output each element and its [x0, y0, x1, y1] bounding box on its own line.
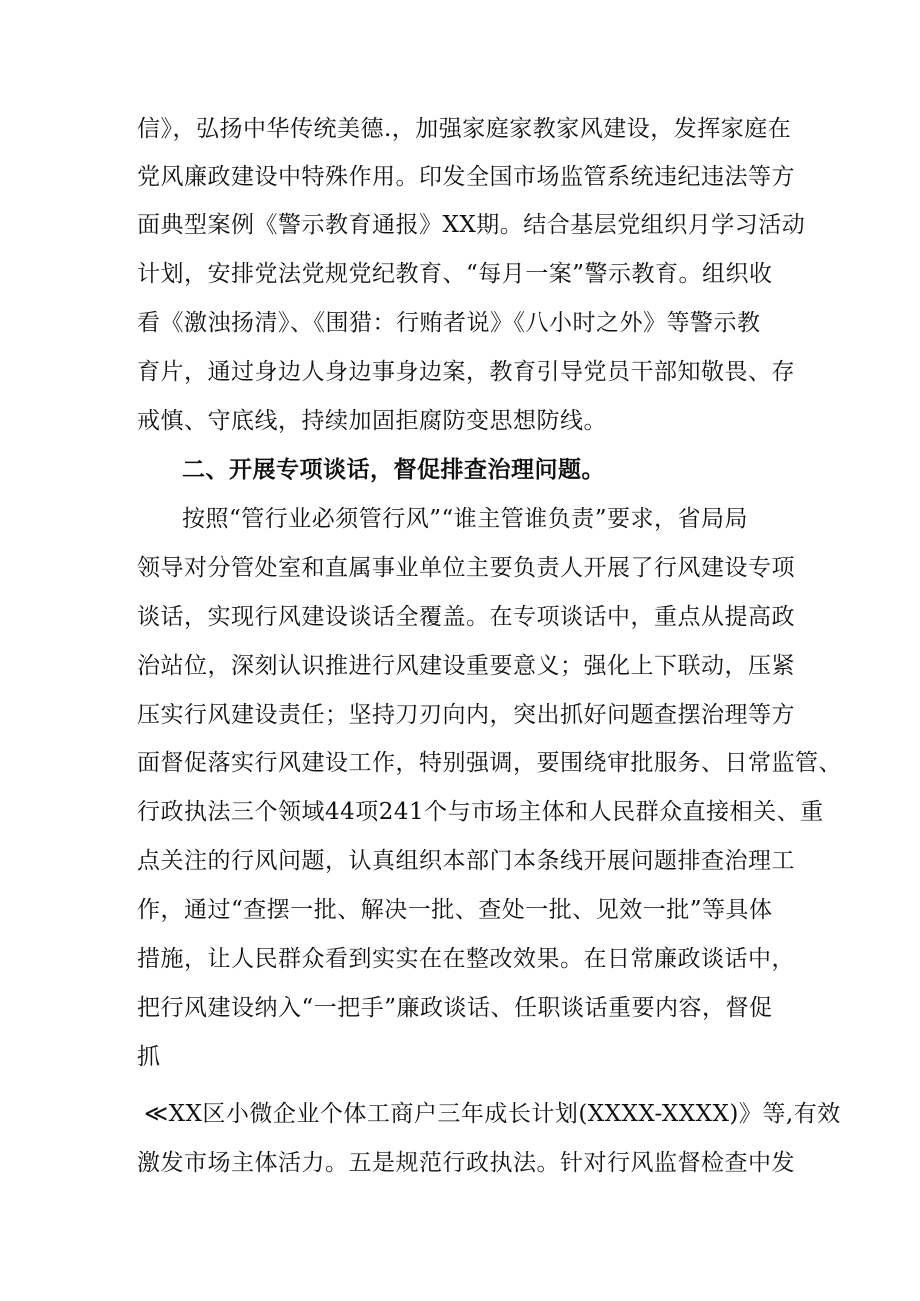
paragraph-line: 看《激浊扬清》、《围猎：行贿者说》《八小时之外》等警示教 [137, 310, 761, 336]
paragraph-line: 激发市场主体活力。五是规范行政执法。针对行风监督检查中发 [137, 1150, 795, 1176]
paragraph-line: 抓 [137, 1044, 161, 1070]
paragraph-line: ≪XX区小微企业个体工商户三年成长计划(XXXX-XXXX)》等,有效 [144, 1101, 841, 1127]
paragraph-line: 治站位，深刻认识推进行风建设重要意义；强化上下联动，压紧 [137, 653, 795, 679]
paragraph-line: 计划，安排党法党规党纪教育、“每月一案”警示教育。组织收 [137, 261, 773, 287]
paragraph-line: 信》，弘扬中华传统美德.，加强家庭家教家风建设，发挥家庭在 [137, 116, 792, 142]
paragraph-line: 压实行风建设责任；坚持刀刃向内，突出抓好问题查摆治理等方 [137, 702, 795, 728]
paragraph-line: 谈话，实现行风建设谈话全覆盖。在专项谈话中，重点从提高政 [137, 604, 795, 630]
paragraph-line: 点关注的行风问题，认真组织本部门本条线开展问题排查治理工 [137, 848, 795, 874]
paragraph-line: 面典型案例《警示教育通报》XX期。结合基层党组织月学习活动 [137, 212, 806, 238]
paragraph-line: 党风廉政建设中特殊作用。印发全国市场监管系统违纪违法等方 [137, 164, 795, 190]
paragraph-line: 行政执法三个领域44项241个与市场主体和人民群众直接相关、重 [137, 799, 824, 825]
paragraph-line: 按照“管行业必须管行风”“谁主管谁负责”要求，省局局 [182, 506, 749, 532]
paragraph-line: 育片，通过身边人身边事身边案，教育引导党员干部知敬畏、存 [137, 359, 795, 385]
paragraph-line: 戒慎、守底线，持续加固拒腐防变思想防线。 [137, 408, 607, 434]
paragraph-line: 领导对分管处室和直属事业单位主要负责人开展了行风建设专项 [137, 555, 795, 581]
section-heading: 二、开展专项谈话，督促排查治理问题。 [182, 457, 605, 483]
paragraph-line: 面督促落实行风建设工作，特别强调，要围绕审批服务、日常监管、 [137, 750, 842, 776]
paragraph-line: 措施，让人民群众看到实实在在整改效果。在日常廉政谈话中， [137, 946, 795, 972]
paragraph-line: 作，通过“查摆一批、解决一批、查处一批、见效一批”等具体 [137, 897, 773, 923]
paragraph-line: 把行风建设纳入“一把手”廉政谈话、任职谈话重要内容，督促 [137, 995, 773, 1021]
